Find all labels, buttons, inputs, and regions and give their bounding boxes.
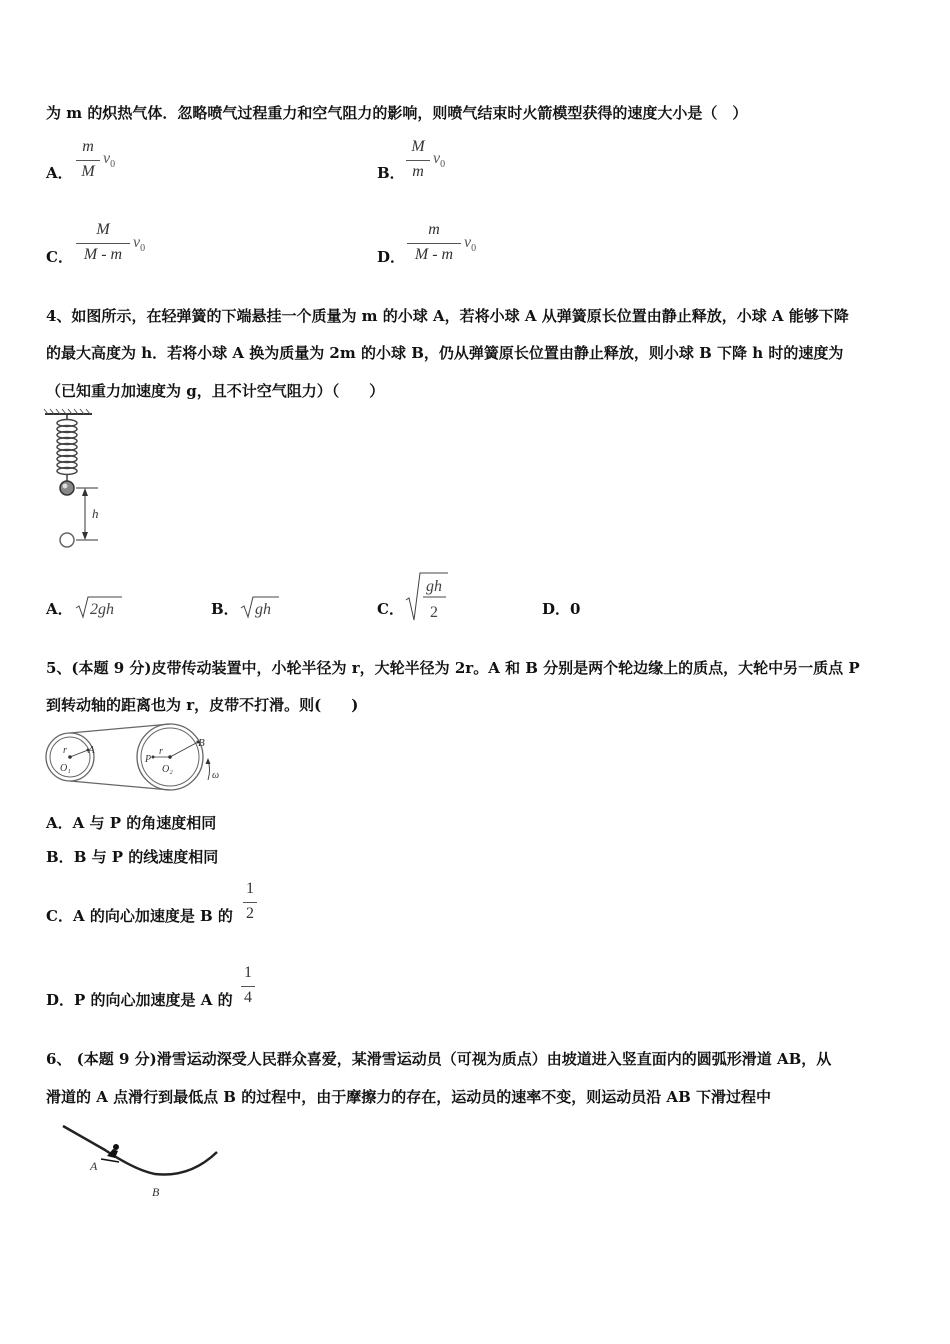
fraction-numerator: 1 [246,880,254,897]
point-b-label: B [198,737,205,749]
q4-option-a-sqrt [74,593,124,621]
spring-figure [40,408,120,553]
q4-option-a-label: A． [46,600,73,618]
q6-line-2: 滑道的 A 点滑行到最低点 B 的过程中，由于摩擦力的存在，运动员的速率不变，则运动员沿 AB 下滑过程中 [46,1088,771,1106]
q4-option-c-label: C． [377,600,404,618]
q5-option-c-fraction [243,880,257,926]
q5-option-c: C．A 的向心加速度是 B 的 [46,907,233,925]
q5-line-1: 5、(本题 9 分)皮带传动装置中，小轮半径为 r，大轮半径为 2r。A 和 B 分别是两个轮边缘上的质点，大轮中另一质点 P [46,659,860,677]
fraction-denominator: M - m [83,246,123,263]
q3-option-c-v0: $v_0$ [133,234,146,255]
omega-label: ω [212,770,220,781]
belt-drive-figure [40,722,225,792]
sqrt-expression: gh [255,601,271,618]
q4-line-1: 4、如图所示，在轻弹簧的下端悬挂一个质量为 m 的小球 A，若将小球 A 从弹簧原长位置由静止释放，小球 A 能够下降 [46,307,849,325]
q3-option-d-fraction [407,221,461,267]
q4-option-d: D．0 [542,600,581,618]
q5-option-b: B．B 与 P 的线速度相同 [46,848,219,866]
fraction-denominator: 4 [244,989,252,1006]
o1-label: O₁ [60,763,71,774]
fraction-numerator: M [96,221,110,238]
q4-option-b-sqrt [239,593,281,621]
small-wheel-r-label: r [63,745,67,756]
q5-line-2: 到转动轴的距离也为 r，皮带不打滑。则( ) [46,696,359,714]
fraction-denominator: m [412,163,424,180]
q3-option-d-label: D． [377,248,406,266]
large-wheel-r-label: r [159,746,163,757]
fraction-numerator: 1 [244,964,252,981]
q6-line-1: 6、 (本题 9 分)滑雪运动深受人民群众喜爱，某滑雪运动员（可视为质点）由坡道进入竖直面内的圆弧形滑道 AB，从 [46,1050,832,1068]
point-p-label: P [145,754,152,765]
sqrt-expression: 2gh [90,601,114,618]
q5-option-a: A．A 与 P 的角速度相同 [46,814,217,832]
q3-option-a-fraction [76,138,100,184]
sqrt-fraction-numerator: gh [426,578,442,595]
point-b-label: B [152,1185,160,1199]
o2-label: O₂ [162,764,173,775]
q3-option-c-label: C． [46,248,73,266]
q3-option-c-fraction [76,221,130,267]
q3-option-d-v0: $v_0$ [464,234,477,255]
point-a-label: A [90,1159,98,1173]
sqrt-fraction-denominator: 2 [430,604,438,621]
q3-option-b-label: B． [377,164,405,182]
fraction-numerator: m [82,138,94,155]
ski-slope-figure [55,1118,225,1203]
skier-icon [101,1144,119,1162]
q4-option-b-label: B． [211,600,239,618]
fraction-denominator: M - m [414,246,454,263]
q3-stem-tail: 为 m 的炽热气体．忽略喷气过程重力和空气阻力的影响，则喷气结束时火箭模型获得的速度大小是（ ） [46,104,748,122]
fraction-numerator: M [411,138,425,155]
h-label: h [92,506,99,521]
point-a-label: A [88,744,95,756]
q3-option-b-v0: $v_0$ [433,150,446,171]
q4-line-2: 的最大高度为 h．若将小球 A 换为质量为 2m 的小球 B，仍从弹簧原长位置由静止释放，则小球 B 下降 h 时的速度为 [46,344,844,362]
fraction-denominator: 2 [246,905,254,922]
q3-option-b-fraction [406,138,430,184]
q3-option-a-label: A． [46,164,73,182]
q4-option-c-sqrt [404,570,450,624]
fraction-numerator: m [428,221,440,238]
q5-option-d-fraction [241,964,255,1010]
fraction-denominator: M [81,163,95,180]
q3-option-a-v0: $v_0$ [103,150,116,171]
q4-line-3: （已知重力加速度为 g，且不计空气阻力）（ ） [46,382,385,400]
q5-option-d: D．P 的向心加速度是 A 的 [46,991,233,1009]
